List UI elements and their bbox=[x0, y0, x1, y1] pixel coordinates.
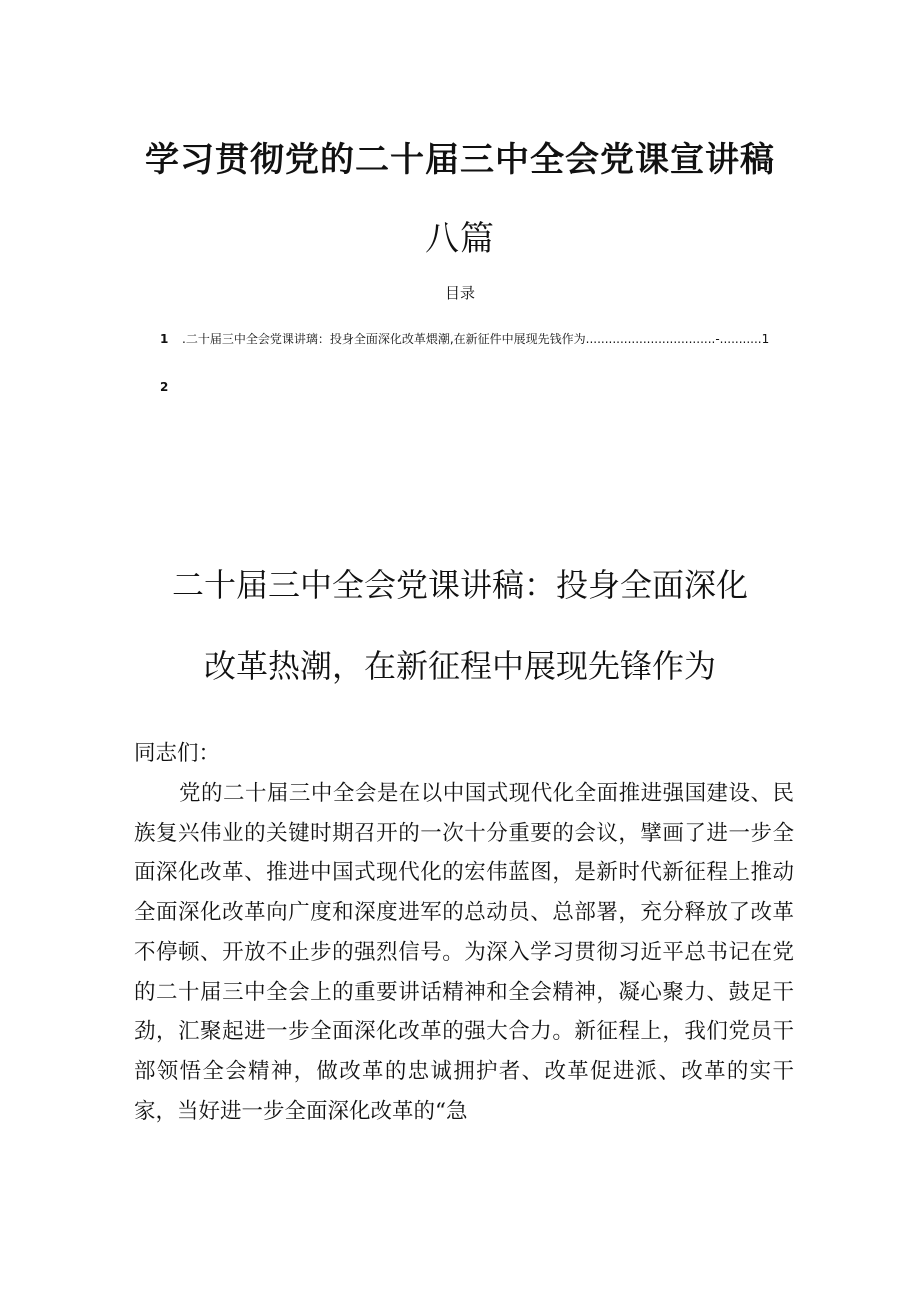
toc-entry-number: 1 bbox=[160, 332, 169, 346]
document-title-line-2: 八篇 bbox=[425, 219, 495, 259]
toc-entry[interactable] bbox=[160, 330, 780, 347]
section-title-line-1: 二十届三中全会党课讲稿：投身全面深化 bbox=[171, 566, 748, 604]
toc-heading: 目录 bbox=[444, 284, 475, 302]
salutation: 同志们： bbox=[134, 741, 221, 766]
section-title-line-2: 改革热潮，在新征程中展现先锋作为 bbox=[203, 647, 716, 685]
toc-entry-number: 2 bbox=[160, 380, 169, 394]
toc-entry-text: .二十届三中全会党课讲璃：投身全面深化改革煨潮,在新征件中展现先钱作为..................................-...........1 bbox=[182, 332, 770, 346]
document-title-line-1: 学习贯彻党的二十届三中全会党课宣讲稿 bbox=[145, 140, 775, 180]
toc-entry[interactable] bbox=[160, 380, 780, 394]
body-paragraph: 党的二十届三中全会是在以中国式现代化全面推进强国建设、民族复兴伟业的关键时期召开的一次十分重要的会议，擘画了进一步全面深化改革、推进中国式现代化的宏伟蓝图，是新时代新征程上推动全面深化改革向广度和深度进军的总动员、总部署，充分释放了改革不停顿、开放不止步的强烈信号。为深入学习贯彻习近平总书记在党的二十届三中全会上的重要讲话精神和全会精神，凝心聚力、鼓足干劲，汇聚起进一步全面深化改革的强大合力。新征程上，我们党员干部领悟全会精神，做改革的忠诚拥护者、改革促进派、改革的实干家，当好进一步全面深化改革的“急 bbox=[134, 781, 794, 1124]
